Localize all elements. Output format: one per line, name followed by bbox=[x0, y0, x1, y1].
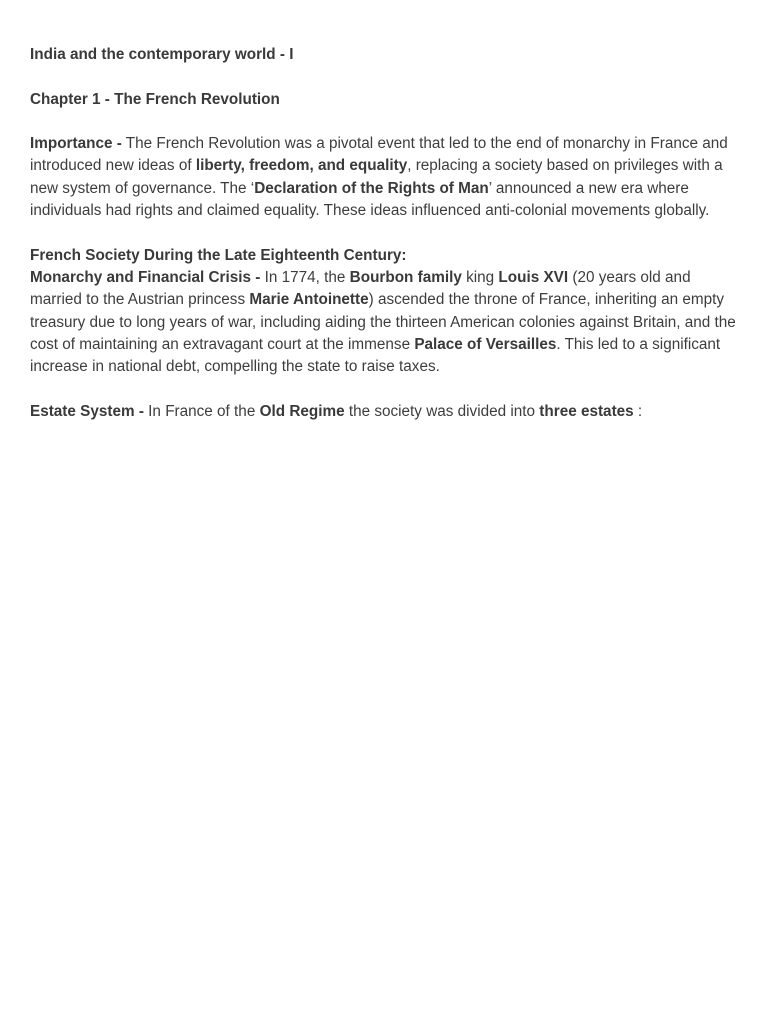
monarchy-bold-1: Bourbon family bbox=[349, 268, 462, 286]
estate-system-text-2: the society was divided into bbox=[344, 402, 540, 420]
importance-text-2: , replacing a society based on privileges with a new system of governance. The ‘ bbox=[30, 157, 723, 197]
monarchy-text-3: (20 years old and married to the Austrian princess bbox=[30, 268, 691, 309]
importance-text-3: ’ announced a new era where individuals had rights and claimed equality. These ideas influenced anti-colonial movements globally. bbox=[30, 179, 710, 220]
monarchy-text-1: In 1774, the bbox=[260, 268, 350, 286]
monarchy-text-5: . This led to a significant increase in national debt, compelling the state to raise taxes. bbox=[30, 335, 721, 376]
spacer bbox=[30, 222, 738, 244]
estate-system-bold-2: three estates bbox=[539, 402, 634, 420]
chapter-title bbox=[30, 89, 738, 111]
monarchy-bold-3: Marie Antoinette bbox=[249, 291, 369, 309]
french-society-heading bbox=[30, 245, 738, 267]
subject-title-text: India and the contemporary world - I bbox=[30, 46, 294, 63]
spacer bbox=[30, 111, 738, 133]
chapter-title-text: Chapter 1 - The French Revolution bbox=[30, 90, 280, 108]
importance-label: Importance - bbox=[30, 135, 122, 153]
estate-system-paragraph bbox=[30, 401, 738, 423]
monarchy-paragraph bbox=[30, 267, 738, 378]
monarchy-bold-2: Louis XVI bbox=[498, 268, 569, 286]
monarchy-label: Monarchy and Financial Crisis - bbox=[30, 268, 261, 286]
spacer bbox=[30, 66, 738, 88]
importance-paragraph bbox=[30, 133, 738, 222]
subject-title bbox=[30, 44, 738, 66]
monarchy-text-2: king bbox=[461, 268, 499, 286]
importance-text-1: The French Revolution was a pivotal event that led to the end of monarchy in France and introduced new ideas of bbox=[30, 135, 728, 175]
french-society-heading-text: French Society During the Late Eighteenth Century: bbox=[30, 246, 407, 264]
estate-system-label: Estate System - bbox=[30, 402, 144, 420]
monarchy-bold-4: Palace of Versailles bbox=[414, 335, 557, 353]
importance-bold-1: liberty, freedom, and equality bbox=[195, 157, 408, 175]
monarchy-text-4: ) ascended the throne of France, inheriting an empty treasury due to long years of war, including aiding the thirteen American colonies against Britain, and the cost of maintaining an extravagant court at the immense bbox=[30, 291, 736, 353]
estate-system-bold-1: Old Regime bbox=[259, 402, 345, 420]
spacer bbox=[30, 378, 738, 400]
estate-system-text-1: In France of the bbox=[143, 402, 260, 420]
estate-system-text-3: : bbox=[633, 402, 643, 420]
importance-bold-2: Declaration of the Rights of Man bbox=[254, 179, 489, 197]
